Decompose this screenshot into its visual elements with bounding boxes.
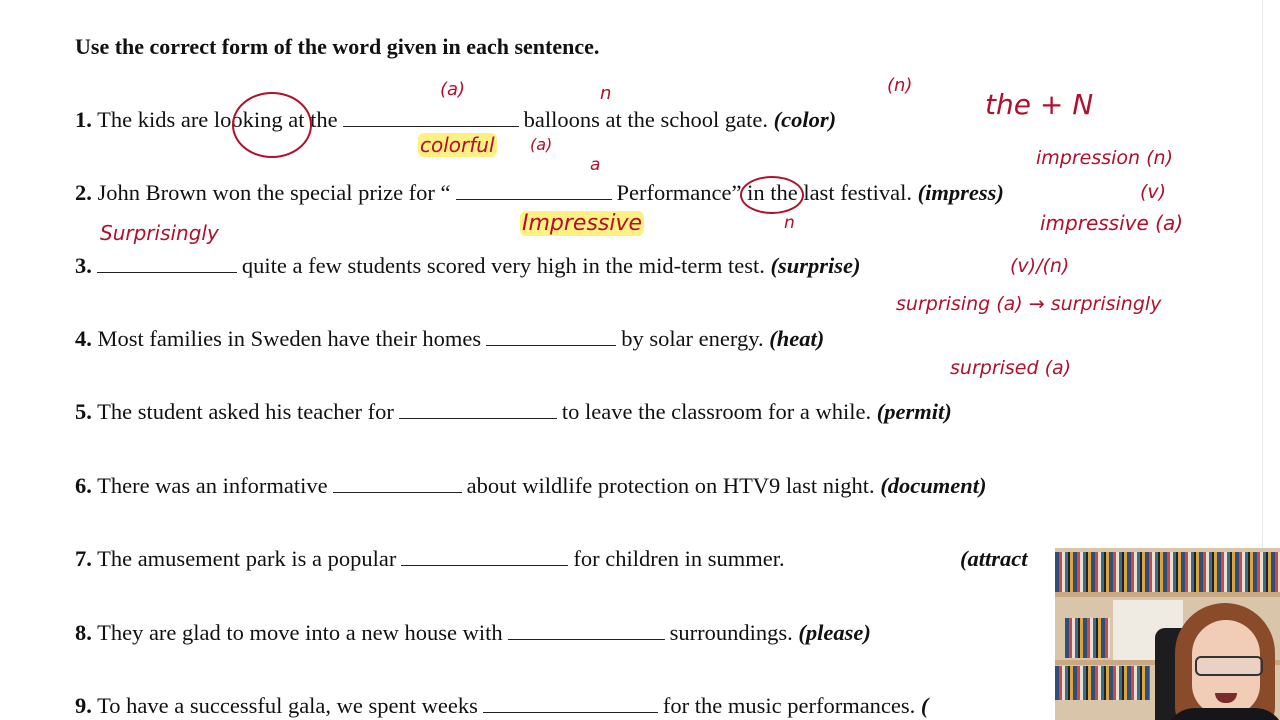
word-hint: (surprise) <box>770 253 861 278</box>
answer-blank[interactable] <box>401 547 568 566</box>
ink-circle-ance <box>740 176 804 214</box>
ink-circle-looking <box>232 92 312 158</box>
ink-note: (n) <box>887 75 913 96</box>
ink-answer-surprisingly: Surprisingly <box>100 221 219 245</box>
answer-blank[interactable] <box>456 181 612 200</box>
question-2 <box>75 180 1004 206</box>
bookshelf <box>1055 666 1150 700</box>
answer-blank[interactable] <box>483 694 658 713</box>
ink-note: surprised (a) <box>950 357 1072 379</box>
ink-note: impressive (a) <box>1040 211 1184 235</box>
question-text: by solar energy. <box>621 326 764 351</box>
ink-note: (a) <box>440 79 466 100</box>
ink-note: (v)/(n) <box>1010 255 1070 277</box>
glasses <box>1195 656 1263 676</box>
ink-answer-text: Impressive <box>522 211 643 236</box>
question-5 <box>75 399 952 425</box>
question-text: The student asked his teacher for <box>97 399 394 424</box>
question-number: 8. <box>75 620 92 645</box>
answer-blank[interactable] <box>333 474 462 493</box>
question-text: to leave the classroom for a while. <box>561 399 872 424</box>
presenter-webcam <box>1055 548 1280 720</box>
answer-blank[interactable] <box>97 254 237 273</box>
ink-note: surprising (a) → surprisingly <box>896 293 1162 315</box>
question-9 <box>75 693 928 719</box>
ink-note: n <box>784 213 795 233</box>
question-3 <box>75 253 861 279</box>
question-text: The amusement park is a popular <box>97 546 397 571</box>
question-number: 7. <box>75 546 92 571</box>
ink-answer-colorful <box>418 134 497 156</box>
question-number: 9. <box>75 693 92 718</box>
word-hint: (impress) <box>917 180 1004 205</box>
ink-note: a <box>590 155 601 175</box>
ink-note: (v) <box>1140 181 1167 203</box>
question-4 <box>75 326 824 352</box>
question-text: for the music performances. <box>662 693 916 718</box>
question-text: Most families in Sweden have their homes <box>97 326 482 351</box>
answer-blank[interactable] <box>399 400 557 419</box>
question-number: 5. <box>75 399 92 424</box>
ink-note: n <box>600 83 612 104</box>
question-text: balloons at the school gate. <box>523 107 768 132</box>
presenter-body <box>1165 708 1280 720</box>
word-hint: (attract <box>960 546 1028 571</box>
answer-blank[interactable] <box>508 621 665 640</box>
ink-answer-text: colorful <box>420 133 495 157</box>
ink-answer-impressive <box>520 212 644 236</box>
page-edge-divider <box>1262 0 1263 548</box>
word-hint: (document) <box>880 473 987 498</box>
question-text: John Brown won the special prize for “ <box>97 180 451 205</box>
ink-note: (a) <box>530 135 553 154</box>
question-text: The kids are looking at the <box>97 107 338 132</box>
question-number: 1. <box>75 107 92 132</box>
question-text: They are glad to move into a new house with <box>97 620 503 645</box>
question-1 <box>75 107 836 133</box>
word-hint: ( <box>920 693 929 718</box>
question-text: for children in summer. <box>573 546 785 571</box>
question-number: 4. <box>75 326 92 351</box>
question-7 <box>75 546 785 572</box>
question-text: surroundings. <box>669 620 793 645</box>
answer-blank[interactable] <box>343 108 519 127</box>
bookshelf <box>1055 552 1280 592</box>
question-number: 3. <box>75 253 92 278</box>
question-6 <box>75 473 987 499</box>
word-hint: (color) <box>773 107 837 132</box>
question-text: To have a successful gala, we spent weeks <box>97 693 478 718</box>
instructions-heading: Use the correct form of the word given in each sentence. <box>75 34 600 59</box>
question-text: There was an informative <box>97 473 328 498</box>
question-8 <box>75 620 871 646</box>
word-hint: (please) <box>798 620 871 645</box>
answer-blank[interactable] <box>486 327 616 346</box>
word-hint: (permit) <box>876 399 952 424</box>
shelf <box>1055 592 1280 597</box>
question-text: about wildlife protection on HTV9 last night. <box>466 473 875 498</box>
question-text: quite a few students scored very high in the mid-term test. <box>241 253 765 278</box>
ink-note: impression (n) <box>1036 147 1173 169</box>
bookshelf <box>1065 618 1110 658</box>
question-number: 2. <box>75 180 92 205</box>
word-hint: (heat) <box>769 326 825 351</box>
question-number: 6. <box>75 473 92 498</box>
question-text: Performance” in the last festival. <box>616 180 913 205</box>
ink-note: the + N <box>985 88 1094 121</box>
